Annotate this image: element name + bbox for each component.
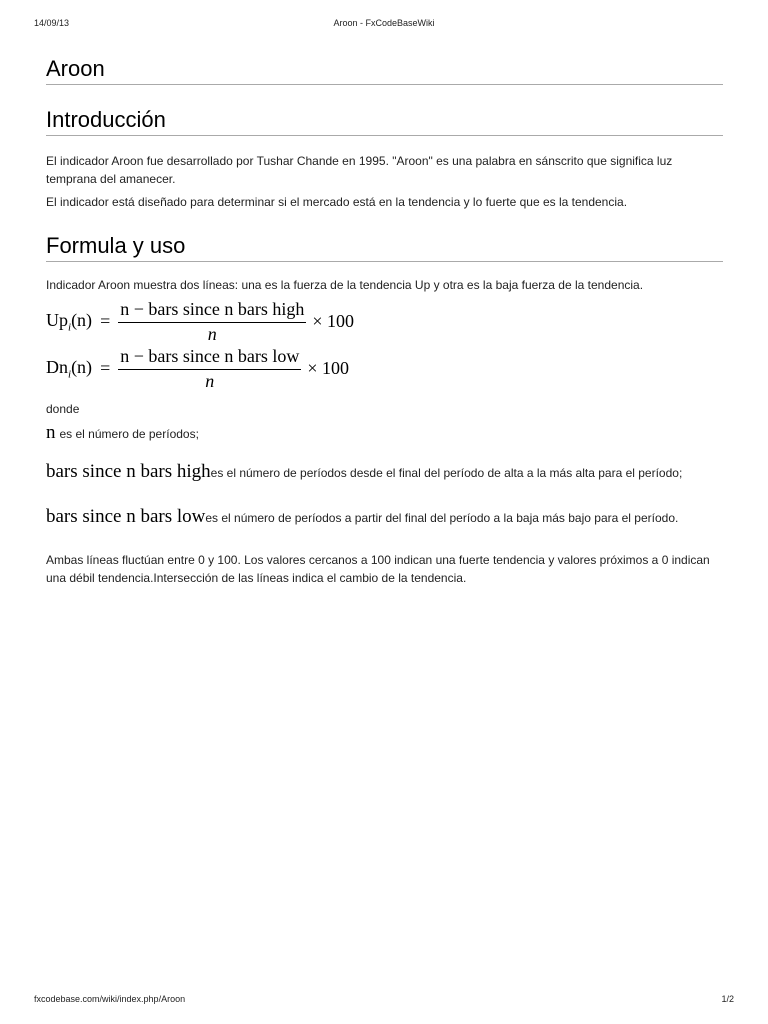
- definition-n: [46, 424, 723, 443]
- formula-dn-arg: (n): [71, 356, 93, 377]
- formula-up-denominator: n: [118, 322, 306, 345]
- formula-dn: [46, 345, 723, 392]
- formula-dn-multiplier: × 100: [307, 358, 349, 378]
- print-page-number: 1/2: [721, 994, 734, 1004]
- bars-low-description: es el número de períodos a partir del final del período a la baja más bajo para el período.: [205, 511, 679, 525]
- page-title: Aroon: [46, 56, 723, 85]
- section-heading-formula: Formula y uso: [46, 233, 723, 262]
- formula-intro-paragraph: Indicador Aroon muestra dos líneas: una es la fuerza de la tendencia Up y otra es la baja fuerza de la tendencia.: [46, 278, 644, 292]
- bars-low-symbol: bars since n bars low: [46, 506, 206, 527]
- formula-dn-eq: =: [100, 358, 111, 378]
- formula-dn-sub: i: [68, 368, 72, 381]
- bars-high-symbol: bars since n bars high: [46, 461, 211, 482]
- definition-bars-low: [46, 508, 723, 527]
- formula-dn-numerator: n − bars since n bars low: [120, 345, 300, 366]
- formula-dn-lhs: Dn: [46, 356, 68, 377]
- bars-high-description: es el número de períodos desde el final del período de alta a la más alta para el período;: [210, 466, 683, 480]
- formula-up-eq: =: [100, 311, 111, 331]
- final-paragraph: Ambas líneas fluctúan entre 0 y 100. Los valores cercanos a 100 indican una fuerte tendencia y valores próximos a 0 indican una débil tendencia.Intersección de las líneas indica el cambio de la tendencia.: [46, 553, 710, 585]
- donde-label: donde: [46, 402, 80, 416]
- print-footer: [34, 994, 734, 1004]
- n-description: es el número de períodos;: [59, 427, 199, 441]
- print-title: Aroon - FxCodeBaseWiki: [333, 18, 435, 28]
- print-date: 14/09/13: [34, 18, 70, 28]
- definition-bars-high: [46, 463, 723, 482]
- formula-up-arg: (n): [71, 309, 93, 330]
- formula-dn-denominator: n: [118, 369, 301, 392]
- intro-paragraph-1: El indicador Aroon fue desarrollado por Tushar Chande en 1995. "Aroon" es una palabra en sánscrito que significa luz temprana del amanecer.: [46, 154, 673, 186]
- intro-paragraph-2: El indicador está diseñado para determinar si el mercado está en la tendencia y lo fuerte que es la tendencia.: [46, 195, 628, 209]
- section-heading-intro: Introducción: [46, 107, 723, 136]
- print-header: [34, 18, 734, 32]
- formula-up-lhs: Up: [46, 309, 68, 330]
- article-content: [46, 50, 723, 587]
- formula-up-sub: i: [68, 321, 72, 334]
- formula-up-multiplier: × 100: [312, 311, 354, 331]
- print-url: fxcodebase.com/wiki/index.php/Aroon: [34, 994, 186, 1004]
- formula-up-numerator: n − bars since n bars high: [120, 298, 305, 319]
- formula-up: [46, 298, 723, 345]
- n-symbol: n: [46, 422, 56, 443]
